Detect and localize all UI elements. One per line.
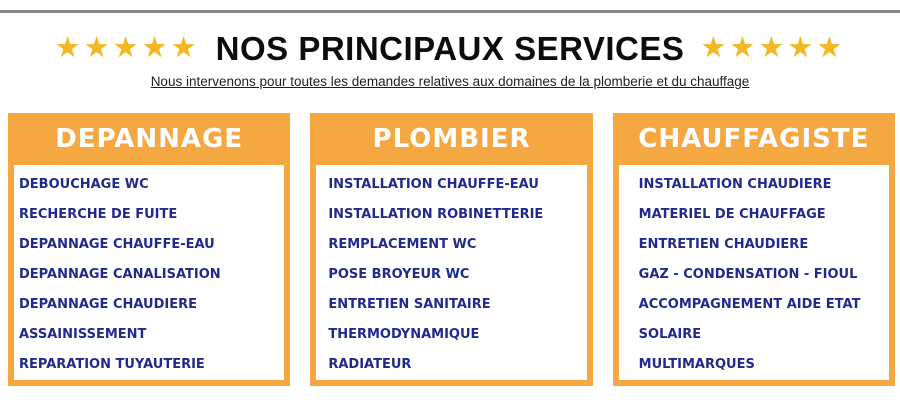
top-divider	[0, 10, 900, 13]
service-item[interactable]: ENTRETIEN SANITAIRE	[328, 296, 491, 312]
service-item[interactable]: RECHERCHE DE FUITE	[19, 206, 178, 222]
service-item[interactable]: DEPANNAGE CHAUDIERE	[19, 296, 198, 312]
service-columns	[8, 113, 895, 386]
service-item[interactable]: THERMODYNAMIQUE	[328, 326, 480, 342]
service-item[interactable]: REPARATION TUYAUTERIE	[19, 356, 205, 372]
service-item[interactable]: REMPLACEMENT WC	[328, 236, 477, 252]
column-chauffagiste	[613, 113, 895, 386]
service-item[interactable]: ACCOMPAGNEMENT AIDE ETAT	[638, 296, 861, 312]
page-subtitle-link[interactable]: Nous intervenons pour toutes les demandes relatives aux domaines de la plomberie et du chauffage	[150, 74, 750, 89]
service-item[interactable]: MULTIMARQUES	[638, 356, 755, 372]
service-item[interactable]: DEPANNAGE CHAUFFE-EAU	[19, 236, 215, 252]
service-item[interactable]: DEBOUCHAGE WC	[19, 176, 149, 192]
column-body-plombier	[316, 165, 586, 380]
service-item[interactable]: INSTALLATION CHAUDIERE	[638, 176, 832, 192]
service-item[interactable]: RADIATEUR	[328, 356, 412, 372]
service-item[interactable]: POSE BROYEUR WC	[328, 266, 470, 282]
star-icons-left: ★★★★★	[54, 29, 200, 64]
service-item[interactable]: INSTALLATION CHAUFFE-EAU	[328, 176, 539, 192]
page-title: NOS PRINCIPAUX SERVICES	[215, 30, 685, 67]
service-item[interactable]: MATERIEL DE CHAUFFAGE	[638, 206, 826, 222]
star-icons-right: ★★★★★	[700, 29, 846, 64]
service-item[interactable]: ENTRETIEN CHAUDIERE	[638, 236, 809, 252]
column-plombier	[310, 113, 592, 386]
service-item[interactable]: GAZ - CONDENSATION - FIOUL	[638, 266, 858, 282]
column-body-depannage	[14, 165, 284, 380]
service-item[interactable]: SOLAIRE	[638, 326, 702, 342]
column-depannage	[8, 113, 290, 386]
column-header-chauffagiste: CHAUFFAGISTE	[638, 124, 870, 154]
service-item[interactable]: ASSAINISSEMENT	[19, 326, 147, 342]
column-header-plombier: PLOMBIER	[372, 124, 531, 154]
service-item[interactable]: INSTALLATION ROBINETTERIE	[328, 206, 544, 222]
service-item[interactable]: DEPANNAGE CANALISATION	[19, 266, 221, 282]
page-header	[0, 28, 900, 70]
column-body-chauffagiste	[619, 165, 889, 380]
column-header-depannage: DEPANNAGE	[55, 124, 244, 154]
